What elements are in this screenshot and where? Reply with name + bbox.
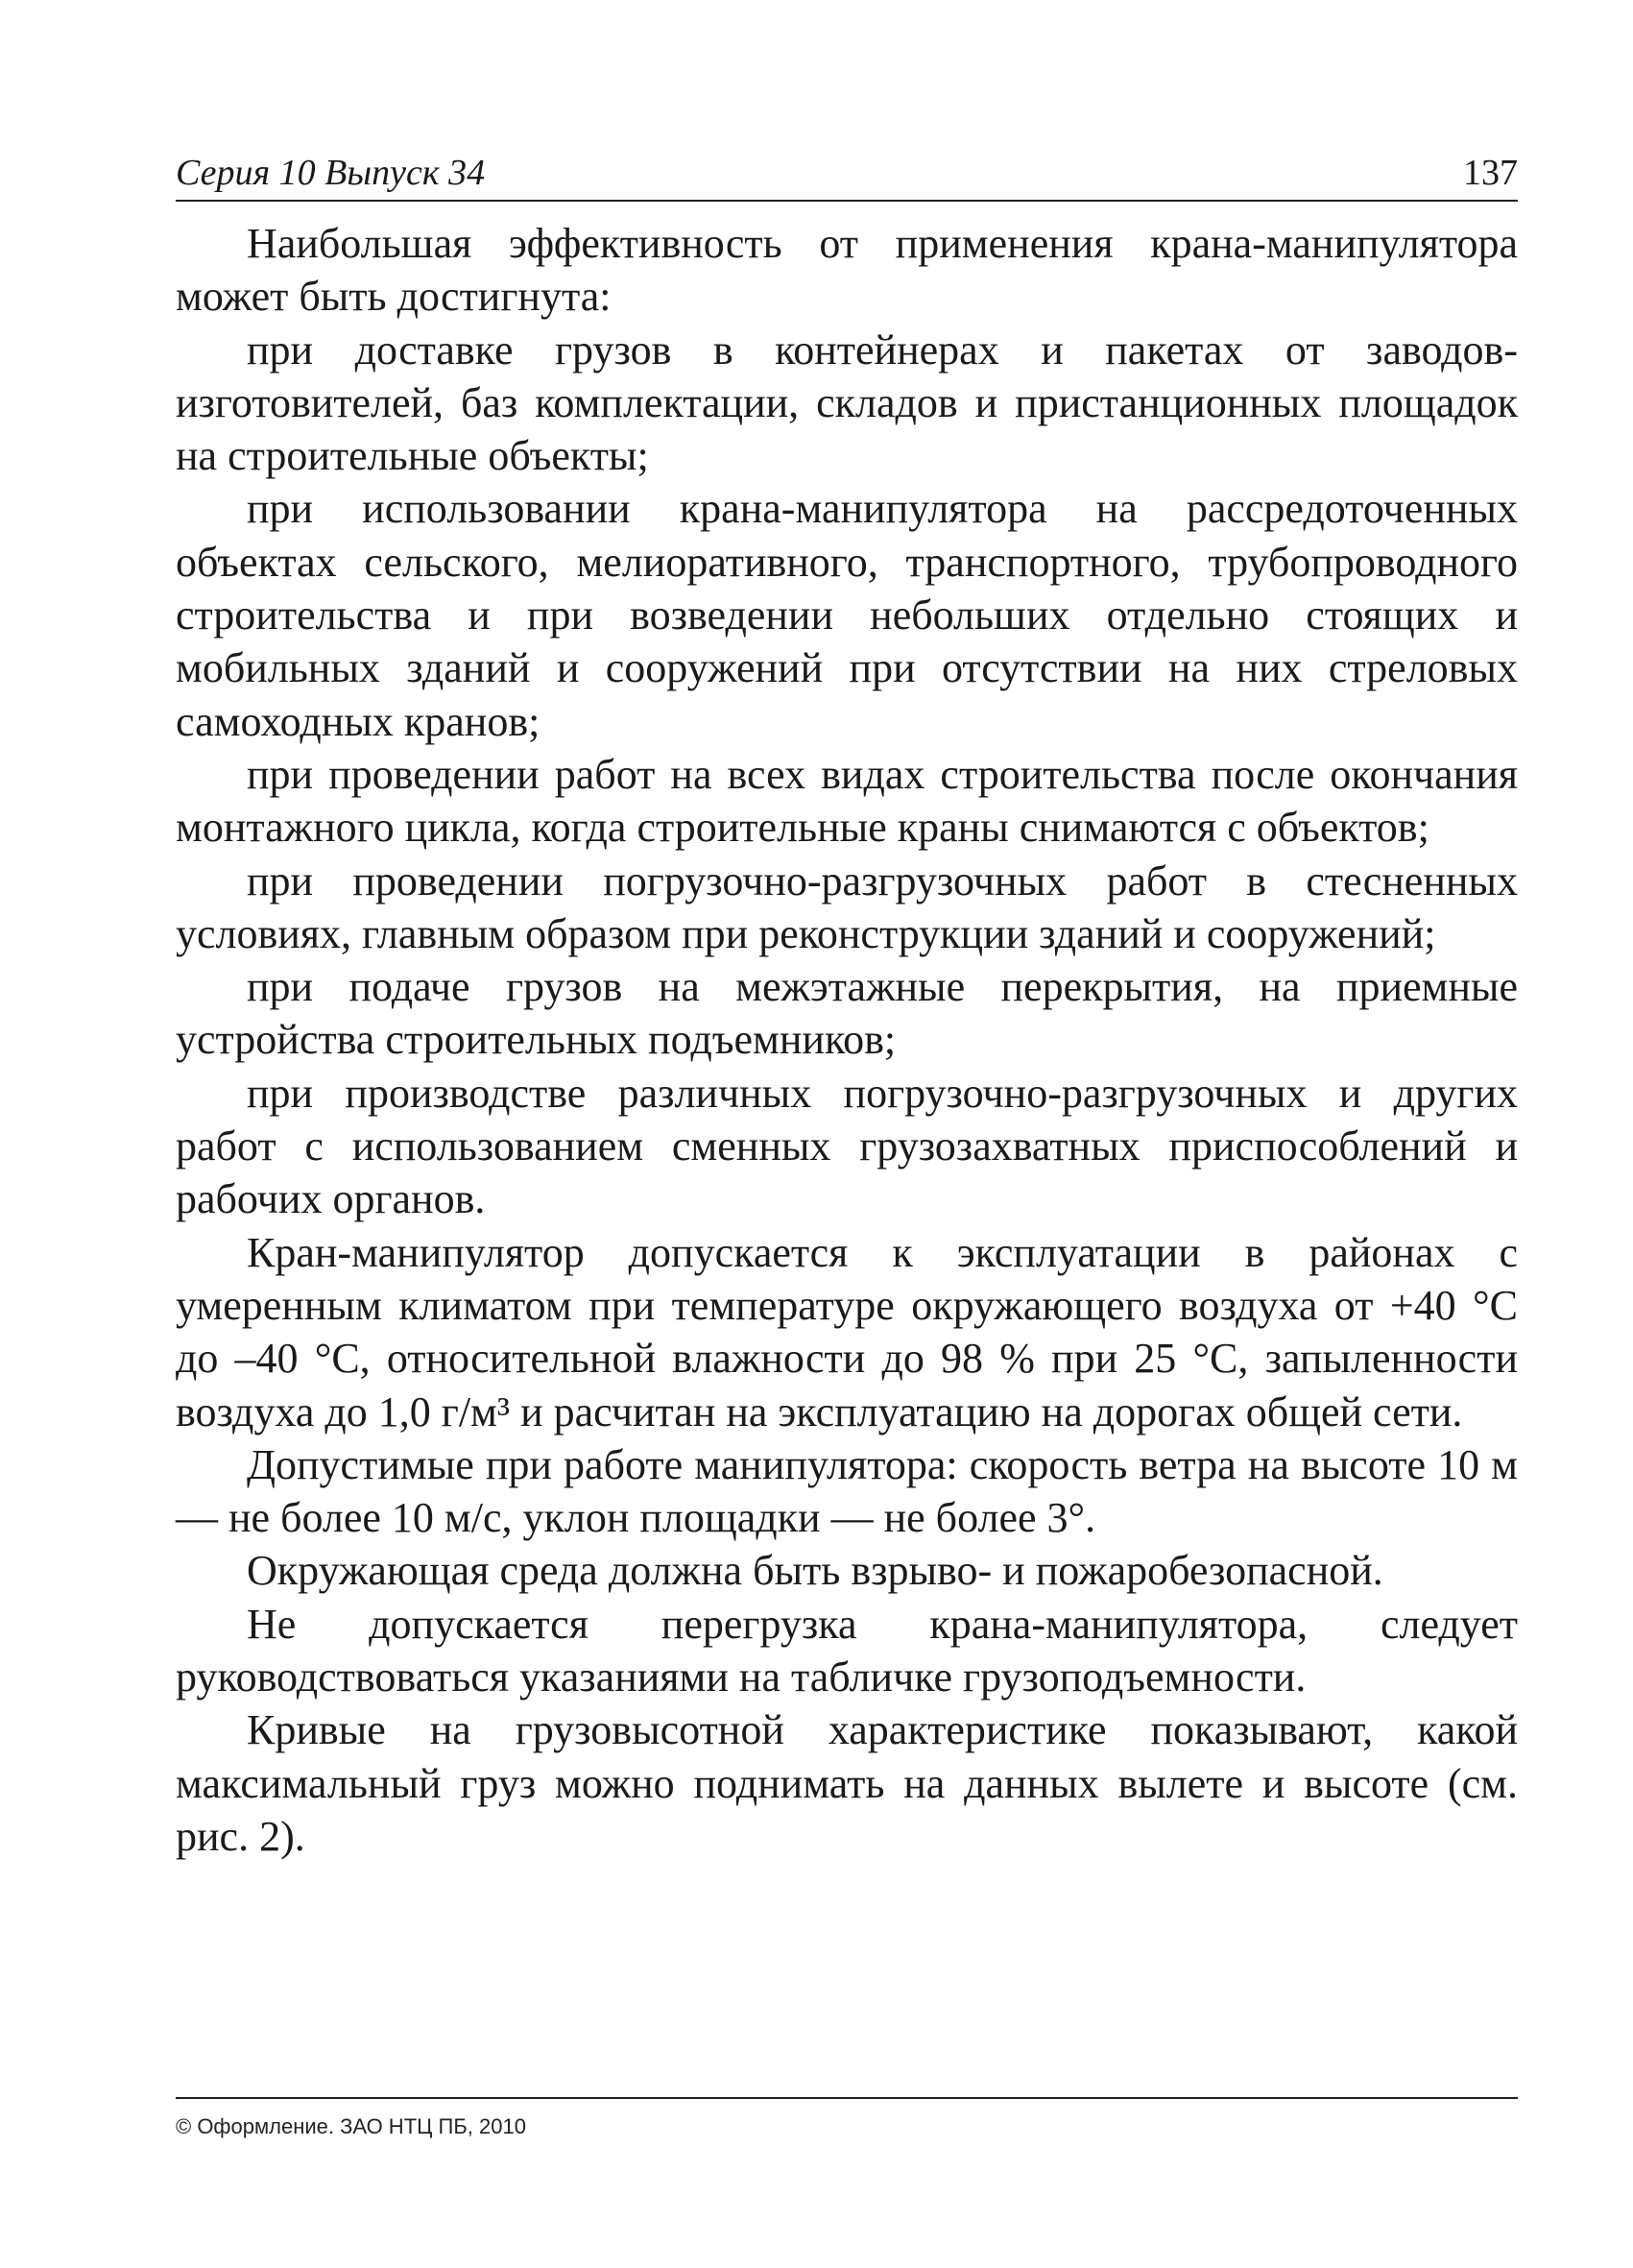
page-footer (176, 2097, 1518, 2141)
paragraph: Окружающая среда должна быть взрыво- и пожаробезопасной. (247, 1547, 1383, 1595)
paragraph: Кривые на грузовысотной характеристике показывают, какой максимальный груз можно поднимать на данных вылете и высоте (см. рис. 2). (176, 1706, 1518, 1860)
paragraph: при подаче грузов на межэтажные перекрытия, на приемные устройства строительных подъемников; (176, 963, 1518, 1064)
series-title: Серия 10 Выпуск 34 (176, 153, 486, 193)
paragraph: Кран-манипулятор допускается к эксплуатации в районах с умеренным климатом при температуре окружающего воздуха от +40 °С до –40 °С, относительной влажности до 98 % при 25 °С, запыленности воздуха до 1,0 г/м³ и расчитан на эксплуатацию на дорогах общей сети. (176, 1228, 1518, 1436)
paragraph: Наибольшая эффективность от применения крана-манипулятора может быть достигнута: (176, 220, 1518, 321)
running-header (176, 146, 1518, 202)
page-number: 137 (1463, 153, 1518, 193)
paragraph: при проведении работ на всех видах строительства после окончания монтажного цикла, когда строительные краны снимаются с объектов; (176, 750, 1518, 852)
paragraph: при производстве различных погрузочно-разгрузочных и других работ с использованием сменных грузозахватных приспособлений и рабочих органов. (176, 1069, 1518, 1223)
paragraph: Допустимые при работе манипулятора: скорость ветра на высоте 10 м — не более 10 м/с, уклон площадки — не более 3°. (176, 1440, 1518, 1542)
copyright-notice: © Оформление. ЗАО НТЦ ПБ, 2010 (176, 2114, 526, 2138)
paragraph: Не допускается перегрузка крана-манипулятора, следует руководствоваться указаниями на табличке грузоподъемности. (176, 1600, 1518, 1701)
paragraph: при проведении погрузочно-разгрузочных работ в стесненных условиях, главным образом при реконструкции зданий и сооружений; (176, 857, 1518, 957)
body-text (176, 217, 1518, 1863)
paragraph: при доставке грузов в контейнерах и пакетах от заводов-изготовителей, баз комплектации, складов и пристанционных площадок на строительные объекты; (176, 326, 1518, 480)
paragraph: при использовании крана-манипулятора на рассредоточенных объектах сельского, мелиоративного, транспортного, трубопроводного строительства и при возведении небольших отдельно стоящих и мобильных зданий и сооружений при отсутствии на них стреловых самоходных кранов; (176, 485, 1518, 745)
